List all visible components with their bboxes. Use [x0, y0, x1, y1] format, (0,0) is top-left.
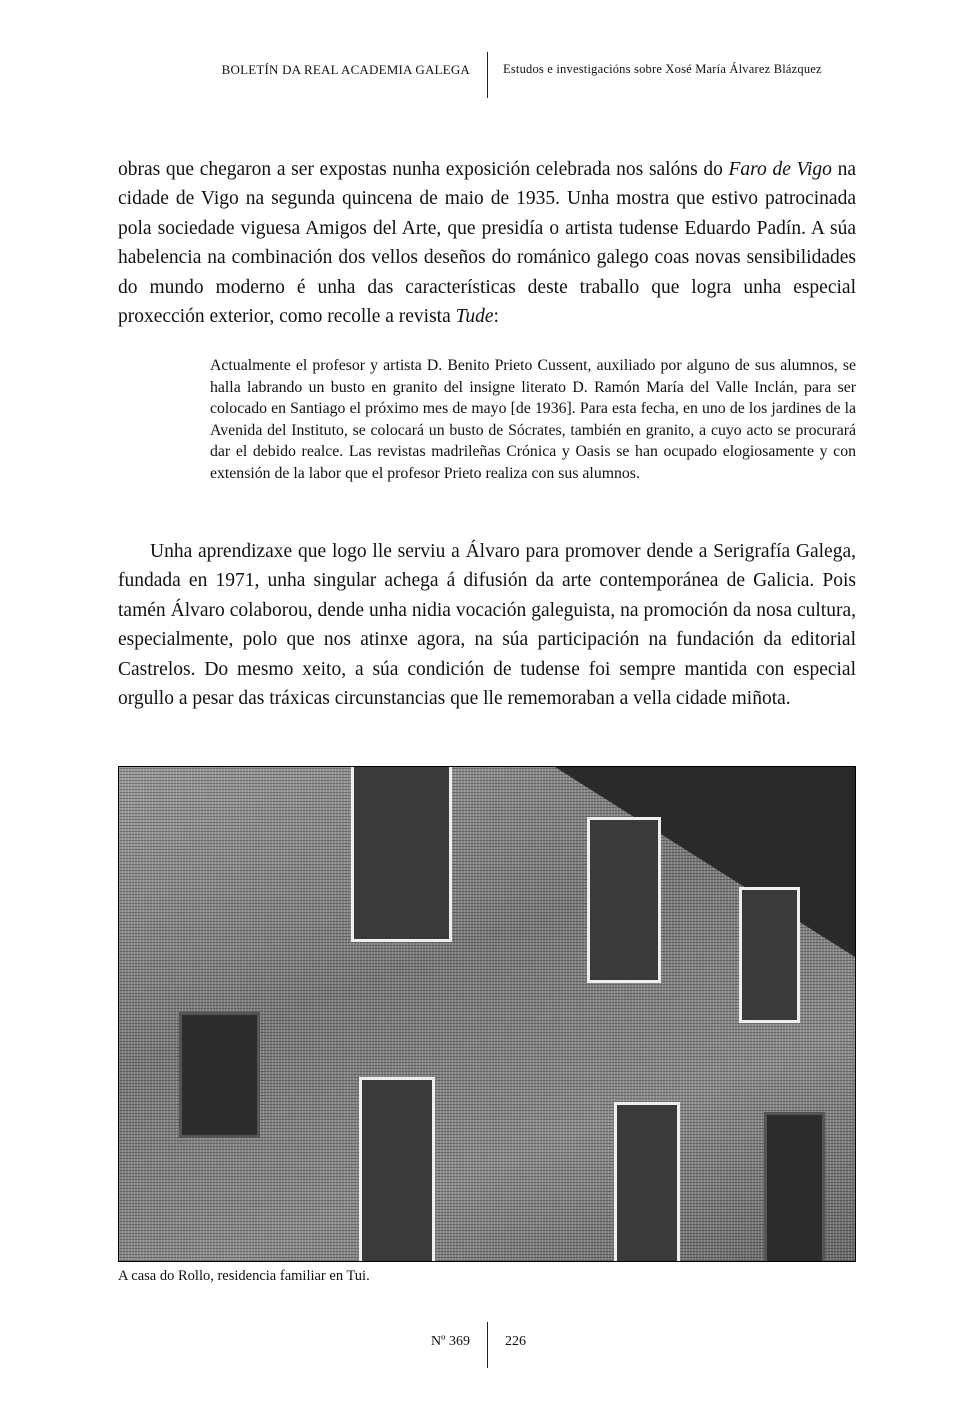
page-number: 226 — [505, 1334, 526, 1349]
paragraph-1-italic-tude: Tude — [455, 306, 494, 328]
photo-window — [351, 766, 452, 942]
photo-window — [614, 1102, 680, 1262]
block-quote: Actualmente el profesor y artista D. Benito Prieto Cussent, auxiliado por alguno de sus alumnos, se halla labrando un busto en granito del insigne literato D. Ramón María del Valle Inclán, para ser colocado en Santiago el próximo mes de mayo [de 1936]. Para esta fecha, en uno de los jardines de la Avenida del Instituto, se colocará un busto de Sócrates, también en granito, a cuyo acto se procurará dar el debido realce. Las revistas madrileñas Crónica y Oasis se han ocupado elogiosamente y con extensión de la labor que el profesor Prieto realiza con sus alumnos. — [210, 357, 856, 482]
paragraph-1-text: na cidade de Vigo na segunda quincena de maio de 1935. Unha mostra que estivo patrocinada pola sociedade viguesa Amigos del Arte, que presidía o artista tudense Eduardo Padín. A súa habelencia na combinación dos vellos deseños do románico galego coas novas sensibilidades do mundo moderno é unha das características deste traballo que logra unha especial proxección exterior, como recolle a revista — [118, 159, 856, 328]
figure-caption: A casa do Rollo, residencia familiar en Tui. — [118, 1268, 370, 1284]
header-divider — [487, 52, 488, 98]
paragraph-1 — [118, 155, 856, 331]
footer-issue: Nº 369 — [431, 1334, 470, 1349]
paragraph-1-text: : — [493, 306, 499, 328]
paragraph-1-text: obras que chegaron a ser expostas nunha exposición celebrada nos salóns do — [118, 159, 729, 180]
photo-window — [739, 887, 800, 1023]
running-header-section: Estudos e investigacións sobre Xosé María Álvarez Blázquez — [503, 62, 822, 76]
photo-window — [764, 1112, 825, 1262]
photo-window — [359, 1077, 435, 1262]
footer-divider — [487, 1322, 488, 1368]
running-header-journal: BOLETÍN DA REAL ACADEMIA GALEGA — [221, 62, 470, 77]
photo-window — [179, 1012, 260, 1138]
paragraph-1-italic-faro: Faro de Vigo — [728, 159, 832, 180]
paragraph-2: Unha aprendizaxe que logo lle serviu a Álvaro para promover dende a Serigrafía Galega, fundada en 1971, unha singular achega á difusión da arte contemporánea de Galicia. Pois tamén Álvaro colaborou, dende unha nidia vocación galeguista, na promoción da nosa cultura, especialmente, polo que nos atinxe agora, na súa participación na fundación da editorial Castrelos. Do mesmo xeito, a súa condición de tudense foi sempre mantida con especial orgullo a pesar das tráxicas circunstancias que lle rememoraban a vella cidade miñota. — [118, 541, 856, 710]
photo-casa-do-rollo — [118, 766, 856, 1262]
photo-window — [587, 817, 661, 983]
